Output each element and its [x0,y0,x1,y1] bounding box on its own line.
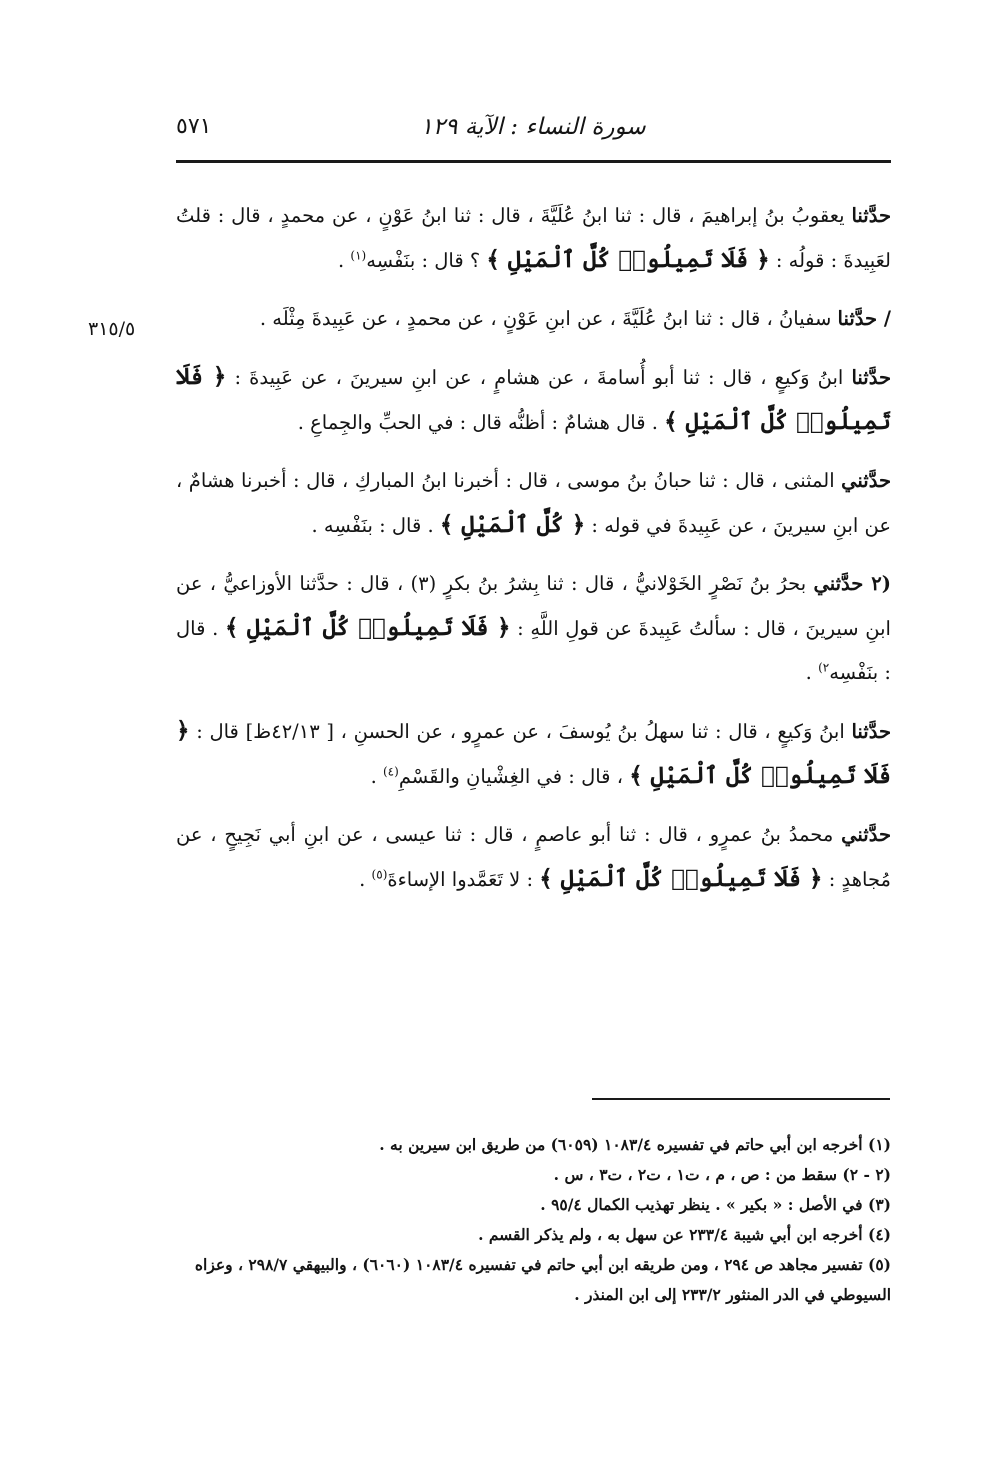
paragraph [176,459,891,548]
paragraph [176,194,891,283]
paragraph-after: : لا تَعَمَّدوا الإساءةَ [387,868,534,891]
paragraph-end: . [370,765,377,788]
paragraph [176,709,891,799]
paragraph-after: ؟ قال : بنَفْسِه [366,249,481,272]
header-title: سورة النساء : الآية ١٢٩ [420,114,646,140]
paragraph-after: ، قال : في الغِشْيانِ والقَسْمِ [398,765,623,788]
page-number: ٥٧١ [176,114,212,139]
paragraph [176,562,891,695]
quran-quote: ﴿ كُلَّ ٱلْمَيْلِ ﴾ [439,511,586,538]
footnote-ref: ٢) [818,660,830,675]
header-rule [176,160,891,163]
footnotes [176,1130,891,1310]
isnad-lead: حدَّثني [841,823,892,846]
footnote-ref: (٥) [371,867,388,882]
footnote: (٣) في الأصل : « بكير » . ينظر تهذيب الكمال ٩٥/٤ . [540,1195,891,1214]
paragraph-after: . قال هشامٌ : أظنُّه قال : في الحبِّ والجِماعِ [310,411,658,434]
paragraph-end: . [337,249,345,272]
quran-quote: ﴿ فَلَا تَمِيلُوا۟ كُلَّ ٱلْمَيْلِ ﴾ [176,363,891,435]
isnad-lead: (٢ حدَّثني [813,572,891,595]
isnad-lead: / حدَّثنا [837,307,891,330]
quran-quote: ﴿ فَلَا تَمِيلُوا۟ كُلَّ ٱلْمَيْلِ ﴾ [486,246,770,273]
footnote-ref: (١) [350,248,367,263]
paragraph [176,355,891,445]
paragraph-text: ابنُ وَكيعٍ ، قال : ثنا سهلُ بنُ يُوسفَ ، عن عمرٍو ، عن الحسنِ ، [ ٤٢/١٣ظ] قال : [196,720,845,743]
paragraph [176,813,891,902]
footnote: (٤) أخرجه ابن أبي شيبة ٢٣٣/٤ عن سهل به ، ولم يذكر القسم . [478,1225,891,1244]
running-header [176,104,890,148]
quran-quote: ﴿ فَلَا تَمِيلُوا۟ كُلَّ ٱلْمَيْلِ ﴾ [176,717,891,789]
footnote: (١) أخرجه ابن أبي حاتم في تفسيره ١٠٨٣/٤ (٦٠٥٩) من طريق ابن سيرين به . [379,1135,891,1154]
paragraph-after: . قال : بنَفْسِه [323,514,434,537]
quran-quote: ﴿ فَلَا تَمِيلُوا۟ كُلَّ ٱلْمَيْلِ ﴾ [539,865,823,892]
paragraph-text: المثنى ، قال : ثنا حبانُ بنُ موسى ، قال : أخبرنا ابنُ المباركِ ، قال : أخبرنا هشامٌ ، عن ابنِ سيرينَ ، عن عَبِيدةَ في قوله : [176,469,891,537]
paragraph-end: . [311,514,318,537]
quran-quote: ﴿ فَلَا تَمِيلُوا۟ كُلَّ ٱلْمَيْلِ ﴾ [224,614,511,641]
isnad-lead: حدَّثنا [851,366,892,389]
paragraph-text: سفيانُ ، قال : ثنا ابنُ عُلَيَّةَ ، عن ابنِ عَوْنٍ ، عن محمدٍ ، عن عَبِيدةَ مِثْلَه . [259,307,832,330]
paragraph-text: ابنُ وَكيعٍ ، قال : ثنا أبو أُسامةَ ، عن هشامٍ ، عن ابنِ سيرينَ ، عن عَبِيدةَ : [234,366,844,389]
main-text [176,194,891,916]
paragraph-end: . [805,661,812,684]
footnote-rule [592,1098,890,1100]
paragraph-end: . [359,868,366,891]
paragraph-end: . [297,411,304,434]
footnote: (٢ - ٢) سقط من : ص ، م ، ت١ ، ت٢ ، ت٣ ، س . [553,1165,891,1184]
paragraph-text: محمدُ بنُ عمرٍو ، قال : ثنا أبو عاصمٍ ، قال : ثنا عيسى ، عن ابنِ أبي نَجِيحٍ ، عن مُجاهدٍ : [176,823,891,891]
isnad-lead: حدَّثنا [851,720,892,743]
paragraph-text: بحرُ بنُ نَصْرٍ الخَوْلانيُّ ، قال : ثنا بِشرُ بنُ بكرٍ (٣) ، قال : حدَّثنا الأوزاعيُّ ، عن ابنِ سيرينَ ، قال : سألتُ عَبِيدةَ عن قولِ اللَّهِ : [176,572,891,640]
footnote: (٥) تفسير مجاهد ص ٢٩٤ ، ومن طريقه ابن أبي حاتم في تفسيره ١٠٨٣/٤ (٦٠٦٠) ، والبيهقي ٢٩٨/٧ ، وعزاه السيوطي في الدر المنثور ٢٣٣/٢ إلى ابن المنذر . [194,1255,891,1304]
margin-reference: ٣١٥/٥ [88,318,136,340]
isnad-lead: حدَّثني [841,469,891,492]
paragraph-after: . قال : بنَفْسِه [176,617,891,684]
isnad-lead: حدَّثنا [851,204,892,227]
paragraph [176,297,891,341]
paragraph-text: يعقوبُ بنُ إبراهيمَ ، قال : ثنا ابنُ عُلَيَّةَ ، قال : ثنا ابنُ عَوْنٍ ، عن محمدٍ ، قال : قلتُ لعَبِيدةَ : قولُه : [176,204,891,272]
footnote-ref: (٤) [382,764,399,779]
